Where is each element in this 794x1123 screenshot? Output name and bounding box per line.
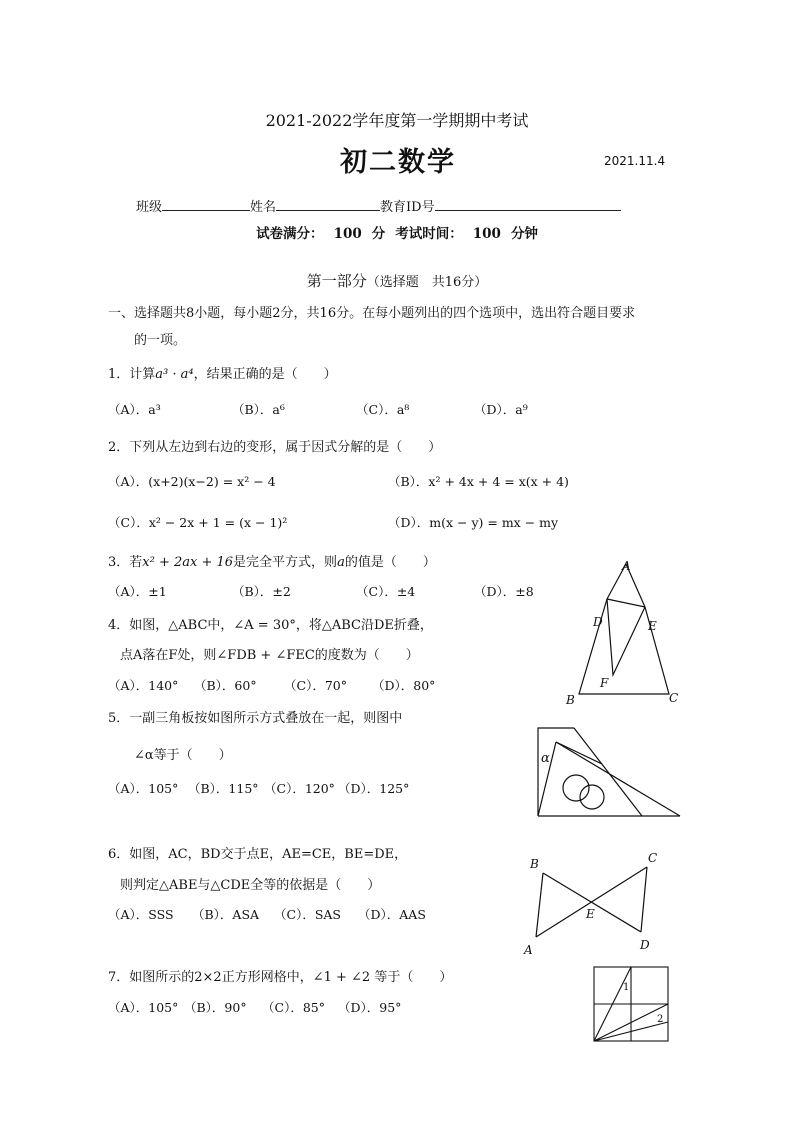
q4-label-b: B [566, 693, 575, 707]
q3-stem-pre: 3．若 [108, 555, 143, 570]
q7-option-d[interactable]: （D）．95° [338, 1000, 402, 1015]
q6-option-d[interactable]: （D）．AAS [358, 907, 426, 922]
q5-stem-line-2: ∠α等于（ ） [134, 748, 232, 763]
q5-set-squares-figure [530, 722, 690, 822]
q5-option-b[interactable]: （B）．115° [188, 781, 259, 796]
q1-option-d[interactable]: （D）．a⁹ [474, 402, 528, 417]
q4-option-c[interactable]: （C）．70° [284, 678, 347, 693]
score-time-row [0, 222, 794, 242]
name-blank[interactable] [276, 196, 380, 211]
score-label: 试卷满分： [256, 226, 324, 242]
q3-option-d[interactable]: （D）．±8 [474, 584, 534, 599]
q3-option-b[interactable]: （B）．±2 [232, 584, 291, 599]
q6-option-a[interactable]: （A）．SSS [108, 907, 174, 922]
q1-stem-pre: 1．计算 [108, 367, 156, 382]
q6-option-c[interactable]: （C）．SAS [274, 907, 341, 922]
q2-stem: 2．下列从左边到右边的变形，属于因式分解的是（ ） [108, 440, 442, 455]
q3-stem [108, 551, 436, 570]
q4-label-c: C [669, 691, 679, 705]
q5-label-alpha: α [541, 751, 550, 766]
instruction-line-2: 的一项。 [134, 333, 187, 348]
time-value: 100 [472, 226, 501, 242]
q4-stem-line-2: 点A落在F处，则∠FDB + ∠FEC的度数为（ ） [120, 648, 419, 663]
q6-label-d: D [640, 938, 650, 952]
part-heading [0, 270, 794, 291]
q1-option-a[interactable]: （A）．a³ [108, 402, 161, 417]
q6-label-e: E [586, 907, 595, 921]
q4-label-e: E [648, 619, 657, 633]
q1-expression: a³ · a⁴ [155, 367, 194, 382]
q3-stem-mid: 是完全平方式，则 [233, 555, 338, 570]
q7-option-c[interactable]: （C）．85° [262, 1000, 325, 1015]
exam-date: 2021.11.4 [604, 154, 666, 168]
q7-label-1: 1 [623, 982, 630, 993]
q2-option-b[interactable]: （B）．x² + 4x + 4 = x(x + 4) [388, 474, 569, 489]
q2-option-a[interactable]: （A）．(x+2)(x−2) = x² − 4 [108, 474, 276, 489]
q3-stem-post: 的值是（ ） [344, 555, 436, 570]
q6-option-b[interactable]: （B）．ASA [192, 907, 260, 922]
q1-stem-post: ，结果正确的是（ ） [193, 367, 337, 382]
q3-option-a[interactable]: （A）．±1 [108, 584, 167, 599]
q7-option-b[interactable]: （B）．90° [184, 1000, 247, 1015]
instruction-line-1: 一、选择题共8小题，每小题2分，共16分。在每小题列出的四个选项中，选出符合题目要求 [108, 306, 636, 321]
q3-variable: a [337, 555, 345, 570]
class-blank[interactable] [162, 196, 250, 211]
q4-label-f: F [600, 676, 609, 690]
q6-crossed-triangles-figure [520, 848, 670, 960]
q7-grid-figure [590, 964, 674, 1046]
part-subtitle: （选择题 共16分） [366, 275, 488, 290]
name-label: 姓名 [250, 200, 277, 215]
time-unit: 分钟 [510, 226, 538, 242]
q2-option-d[interactable]: （D）．m(x − y) = mx − my [388, 515, 559, 530]
q6-label-b: B [530, 857, 539, 871]
q1-stem [108, 363, 337, 382]
q1-option-c[interactable]: （C）．a⁸ [356, 402, 410, 417]
edu-id-blank[interactable] [435, 196, 621, 211]
q4-label-d: D [593, 615, 603, 629]
q6-label-a: A [524, 943, 533, 957]
edu-id-label: 教育ID号 [380, 200, 435, 215]
q5-option-d[interactable]: （D）．125° [338, 781, 410, 796]
q5-stem-line-1: 5．一副三角板按如图所示方式叠放在一起，则图中 [108, 711, 403, 726]
q5-option-a[interactable]: （A）．105° [108, 781, 179, 796]
q4-triangle-figure [560, 556, 690, 706]
q1-option-b[interactable]: （B）．a⁶ [232, 402, 285, 417]
q4-option-b[interactable]: （B）．60° [194, 678, 257, 693]
q7-label-2: 2 [657, 1014, 664, 1025]
q6-stem-line-1: 6．如图，AC，BD交于点E，AE=CE，BE=DE， [108, 847, 408, 862]
q2-option-c[interactable]: （C）．x² − 2x + 1 = (x − 1)² [108, 515, 288, 530]
student-info-row [136, 196, 621, 215]
q4-option-a[interactable]: （A）．140° [108, 678, 179, 693]
q7-option-a[interactable]: （A）．105° [108, 1000, 179, 1015]
exam-title: 2021-2022学年度第一学期期中考试 [265, 111, 529, 130]
q7-stem: 7．如图所示的2×2正方形网格中，∠1 + ∠2 等于（ ） [108, 970, 453, 985]
q3-option-c[interactable]: （C）．±4 [356, 584, 416, 599]
subject-title: 初二数学 [340, 147, 456, 178]
q4-stem-line-1: 4．如图，△ABC中，∠A = 30°，将△ABC沿DE折叠， [108, 618, 433, 633]
q4-label-a: A [622, 559, 631, 573]
q3-expression: x² + 2ax + 16 [142, 555, 234, 570]
score-unit: 分 [371, 226, 386, 242]
score-value: 100 [333, 226, 362, 242]
q6-stem-line-2: 则判定△ABE与△CDE全等的依据是（ ） [120, 878, 381, 893]
q5-option-c[interactable]: （C）．120° [264, 781, 335, 796]
q4-option-d[interactable]: （D）．80° [372, 678, 436, 693]
class-label: 班级 [136, 200, 163, 215]
part-title: 第一部分 [306, 272, 367, 290]
time-label: 考试时间： [395, 226, 463, 242]
q6-label-c: C [648, 851, 658, 865]
